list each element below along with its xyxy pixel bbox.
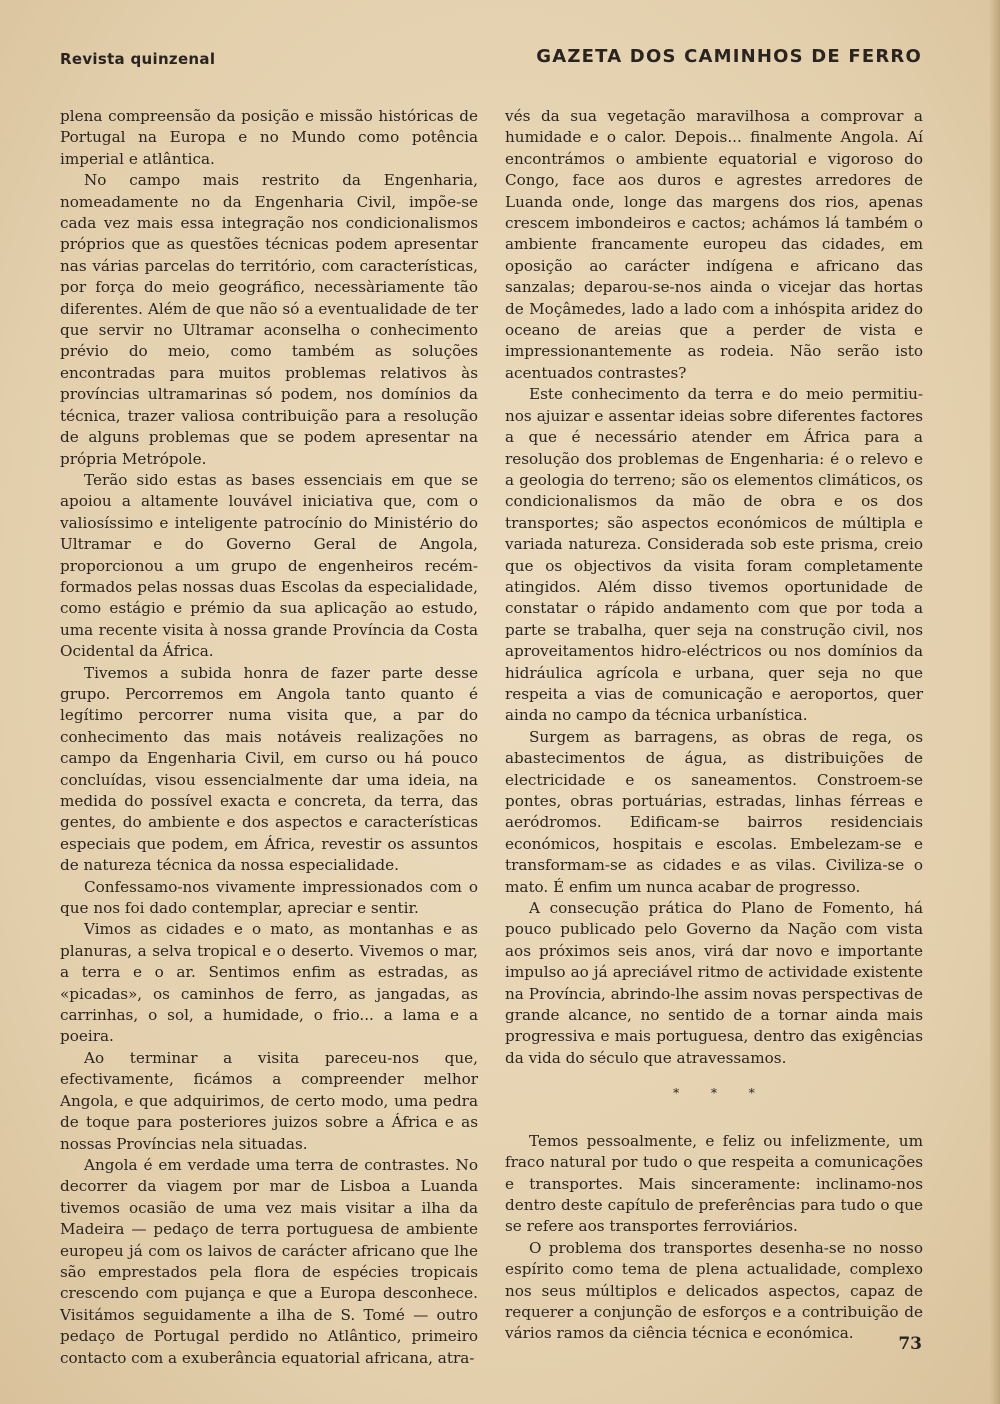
paragraph: vés da sua vegetação maravilhosa a comprovar a humidade e o calor. Depois... finalmente Angola. Aí encontrámos o ambiente equatorial e vigoroso do Congo, face aos duros e agrestes arredores de Luanda onde, longe das margens dos rios, apenas crescem imbondeiros e cactos; achámos lá também o ambiente francamente europeu das cidades, em oposição ao carácter indígena e africano das sanzalas; deparou-se-nos ainda o vicejar das hortas de Moçâmedes, lado a lado com a inhóspita aridez do oceano de areias que a perder de vista e impressionantemente as rodeia. Não serão isto acentuados contrastes? bbox=[505, 107, 923, 382]
paragraph: Ao terminar a visita pareceu-nos que, efectivamente, ficámos a compreender melhor Angola, e que adquirimos, de certo modo, uma pedra de toque para posteriores juizos sobre a África e as nossas Províncias nela situadas. bbox=[60, 1048, 478, 1153]
page-number: 73 bbox=[898, 1334, 922, 1354]
paragraph: No campo mais restrito da Engenharia, nomeadamente no da Engenharia Civil, impõe-se cada vez mais essa integração nos condicionalismos próprios que as questões técnicas podem apresentar nas várias parcelas do território, com características, por força do meio geográfico, necessàriamente tão diferentes. Além de que não só a eventualidade de ter que servir no Ultramar aconselha o conhecimento prévio do meio, como também as soluções encontradas para muitos problemas relativos às províncias ultramarinas só podem, nos domínios da técnica, trazer valiosa contribuição para a resolução de alguns problemas que se podem apresentar na própria Metrópole. bbox=[60, 171, 478, 468]
running-header bbox=[60, 46, 922, 76]
left-column bbox=[60, 106, 478, 1369]
right-column bbox=[505, 106, 923, 1345]
paragraph: Terão sido estas as bases essenciais em que se apoiou a altamente louvável iniciativa que, com o valiosíssimo e inteligente patrocínio do Ministério do Ultramar e do Governo Geral de Angola, proporcionou a um grupo de engenheiros recém-formados pelas nossas duas Escolas da especialidade, como estágio e prémio da sua aplicação ao estudo, uma recente visita à nossa grande Província da Costa Ocidental da África. bbox=[60, 470, 478, 661]
section-separator: * * * bbox=[673, 1086, 769, 1101]
paragraph: Confessamo-nos vivamente impressionados com o que nos foi dado contemplar, apreciar e sentir. bbox=[60, 877, 478, 918]
header-right-title: GAZETA DOS CAMINHOS DE FERRO bbox=[536, 46, 922, 67]
paragraph: Temos pessoalmente, e feliz ou infelizmente, um fraco natural por tudo o que respeita a comunicações e transportes. Mais sinceramente: inclinamo-nos dentro deste capítulo de preferências para tudo o que se refere aos transportes ferroviários. bbox=[505, 1131, 923, 1236]
paragraph: plena compreensão da posição e missão históricas de Portugal na Europa e no Mundo como potência imperial e atlântica. bbox=[60, 107, 478, 168]
paragraph: O problema dos transportes desenha-se no nosso espírito como tema de plena actualidade, complexo nos seus múltiplos e delicados aspectos, capaz de requerer a conjunção de esforços e a contribuição de vários ramos da ciência técnica e económica. bbox=[505, 1238, 923, 1343]
page-edge bbox=[990, 0, 1000, 1404]
paragraph: Vimos as cidades e o mato, as montanhas e as planuras, a selva tropical e o deserto. Vivemos o mar, a terra e o ar. Sentimos enfim as estradas, as «picadas», os caminhos de ferro, as jangadas, as carrinhas, o sol, a humidade, o frio... a lama e a poeira. bbox=[60, 920, 478, 1046]
paragraph: Tivemos a subida honra de fazer parte desse grupo. Percorremos em Angola tanto quanto é legítimo percorrer numa visita que, a par do conhecimento das mais notáveis realizações no campo da Engenharia Civil, em curso ou há pouco concluídas, visou essencialmente dar uma ideia, na medida do possível exacta e concreta, da terra, das gentes, do ambiente e dos aspectos e características especiais que podem, em África, revestir os assuntos de natureza técnica da nossa especialidade. bbox=[60, 663, 478, 875]
paragraph: Angola é em verdade uma terra de contrastes. No decorrer da viagem por mar de Lisboa a Luanda tivemos ocasião de uma vez mais visitar a ilha da Madeira — pedaço de terra portuguesa de ambiente europeu já com os laivos de carácter africano que lhe são emprestados pela flora de espécies tropicais crescendo com pujança e que a Europa desconhece. Visitámos seguidamente a ilha de S. Tomé — outro pedaço de Portugal perdido no Atlântico, primeiro contacto com a exuberância equatorial africana, atra- bbox=[60, 1155, 478, 1367]
paragraph: Surgem as barragens, as obras de rega, os abastecimentos de água, as distribuições de electricidade e os saneamentos. Constroem-se pontes, obras portuárias, estradas, linhas férreas e aeródromos. Edificam-se bairros residenciais económicos, hospitais e escolas. Embelezam-se e transformam-se as cidades e as vilas. Civiliza-se o mato. É enfim um nunca acabar de progresso. bbox=[505, 727, 923, 896]
paragraph: A consecução prática do Plano de Fomento, há pouco publicado pelo Governo da Nação com vista aos próximos seis anos, virá dar novo e importante impulso ao já apreciável ritmo de actividade existente na Província, abrindo-lhe assim novas perspectivas de grande alcance, no sentido de a tornar ainda mais progressiva e mais portuguesa, dentro das exigências da vida do século que atravessamos. bbox=[505, 899, 923, 1067]
paragraph: Este conhecimento da terra e do meio permitiu-nos ajuizar e assentar ideias sobre diferentes factores a que é necessário atender em África para a resolução dos problemas de Engenharia: é o relevo e a geologia do terreno; são os elementos climáticos, os condicionalismos da mão de obra e os dos transportes; são aspectos económicos de múltipla e variada natureza. Considerada sob este prisma, creio que os objectivos da visita foram completamente atingidos. Além disso tivemos oportunidade de constatar o rápido andamento com que por toda a parte se trabalha, quer seja na construção civil, nos aproveitamentos hidro-eléctricos ou nos domínios da hidráulica agrícola e urbana, quer seja no que respeita a vias de comunicação e aeroportos, quer ainda no campo da técnica urbanística. bbox=[505, 385, 923, 725]
header-left-title: Revista quinzenal bbox=[60, 50, 216, 68]
